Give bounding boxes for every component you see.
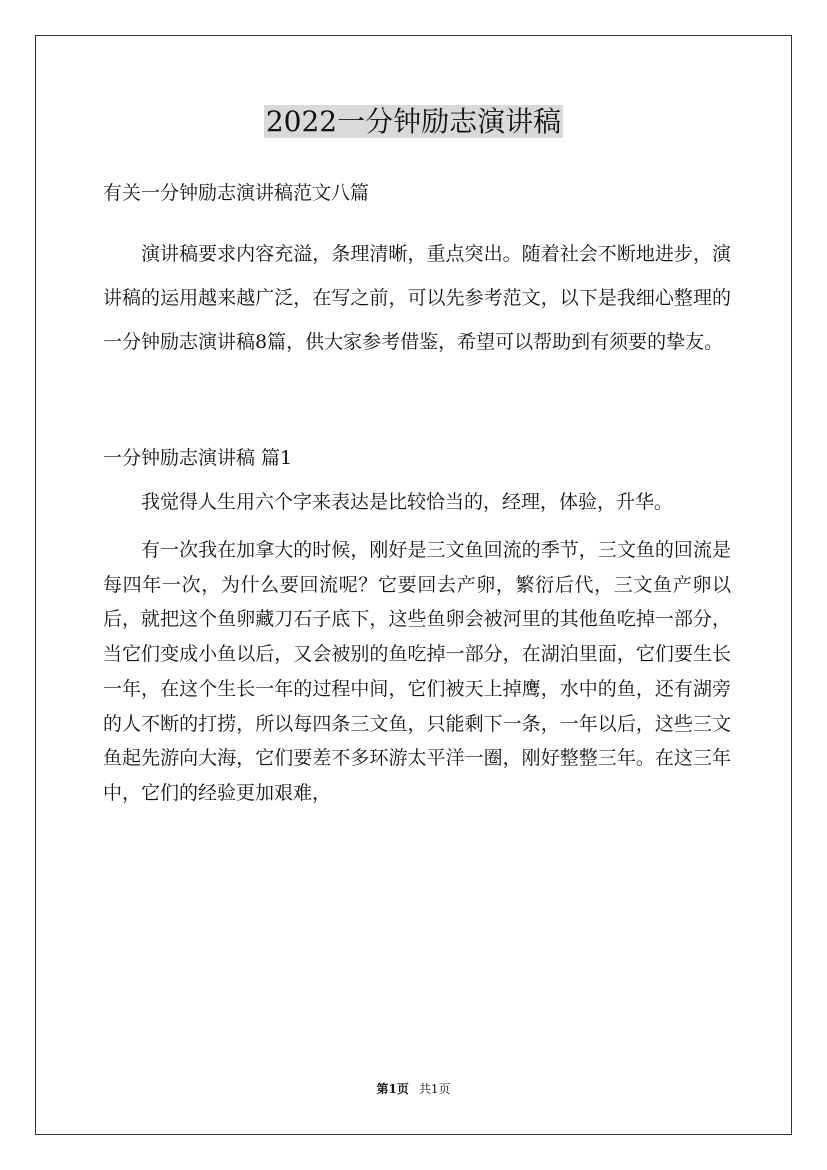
document-subtitle: 有关一分钟励志演讲稿范文八篇: [103, 182, 370, 204]
page-number: 第1页: [376, 1082, 409, 1096]
document-title: [0, 100, 827, 144]
document-title-text: 2022一分钟励志演讲稿: [265, 105, 562, 138]
page-footer: [0, 1080, 827, 1098]
intro-paragraph: 演讲稿要求内容充溢，条理清晰，重点突出。随着社会不断地进步，演讲稿的运用越来越广泛，在写之前，可以先参考范文，以下是我细心整理的一分钟励志演讲稿8篇，供大家参考借鉴，希望可以帮助到有须要的挚友。: [103, 243, 731, 353]
document-body: [103, 177, 731, 811]
page-total: 共1页: [418, 1082, 451, 1096]
body-paragraph-1: 我觉得人生用六个字来表达是比较恰当的，经理，体验，升华。: [141, 491, 674, 513]
body-paragraph-2: 有一次我在加拿大的时候，刚好是三文鱼回流的季节，三文鱼的回流是每四年一次，为什么要回流呢？它要回去产卵，繁衍后代，三文鱼产卵以后，就把这个鱼卵藏刀石子底下，这些鱼卵会被河里的其他鱼吃掉一部分，当它们变成小鱼以后，又会被别的鱼吃掉一部分，在湖泊里面，它们要生长一年，在这个生长一年的过程中间，它们被天上掉鹰，水中的鱼，还有湖旁的人不断的打捞，所以每四条三文鱼，只能剩下一条，一年以后，这些三文鱼起先游向大海，它们要差不多环游太平洋一圈，刚好整整三年。在这三年中，它们的经验更加艰难，: [103, 539, 731, 804]
section-heading: 一分钟励志演讲稿 篇1: [103, 447, 293, 469]
